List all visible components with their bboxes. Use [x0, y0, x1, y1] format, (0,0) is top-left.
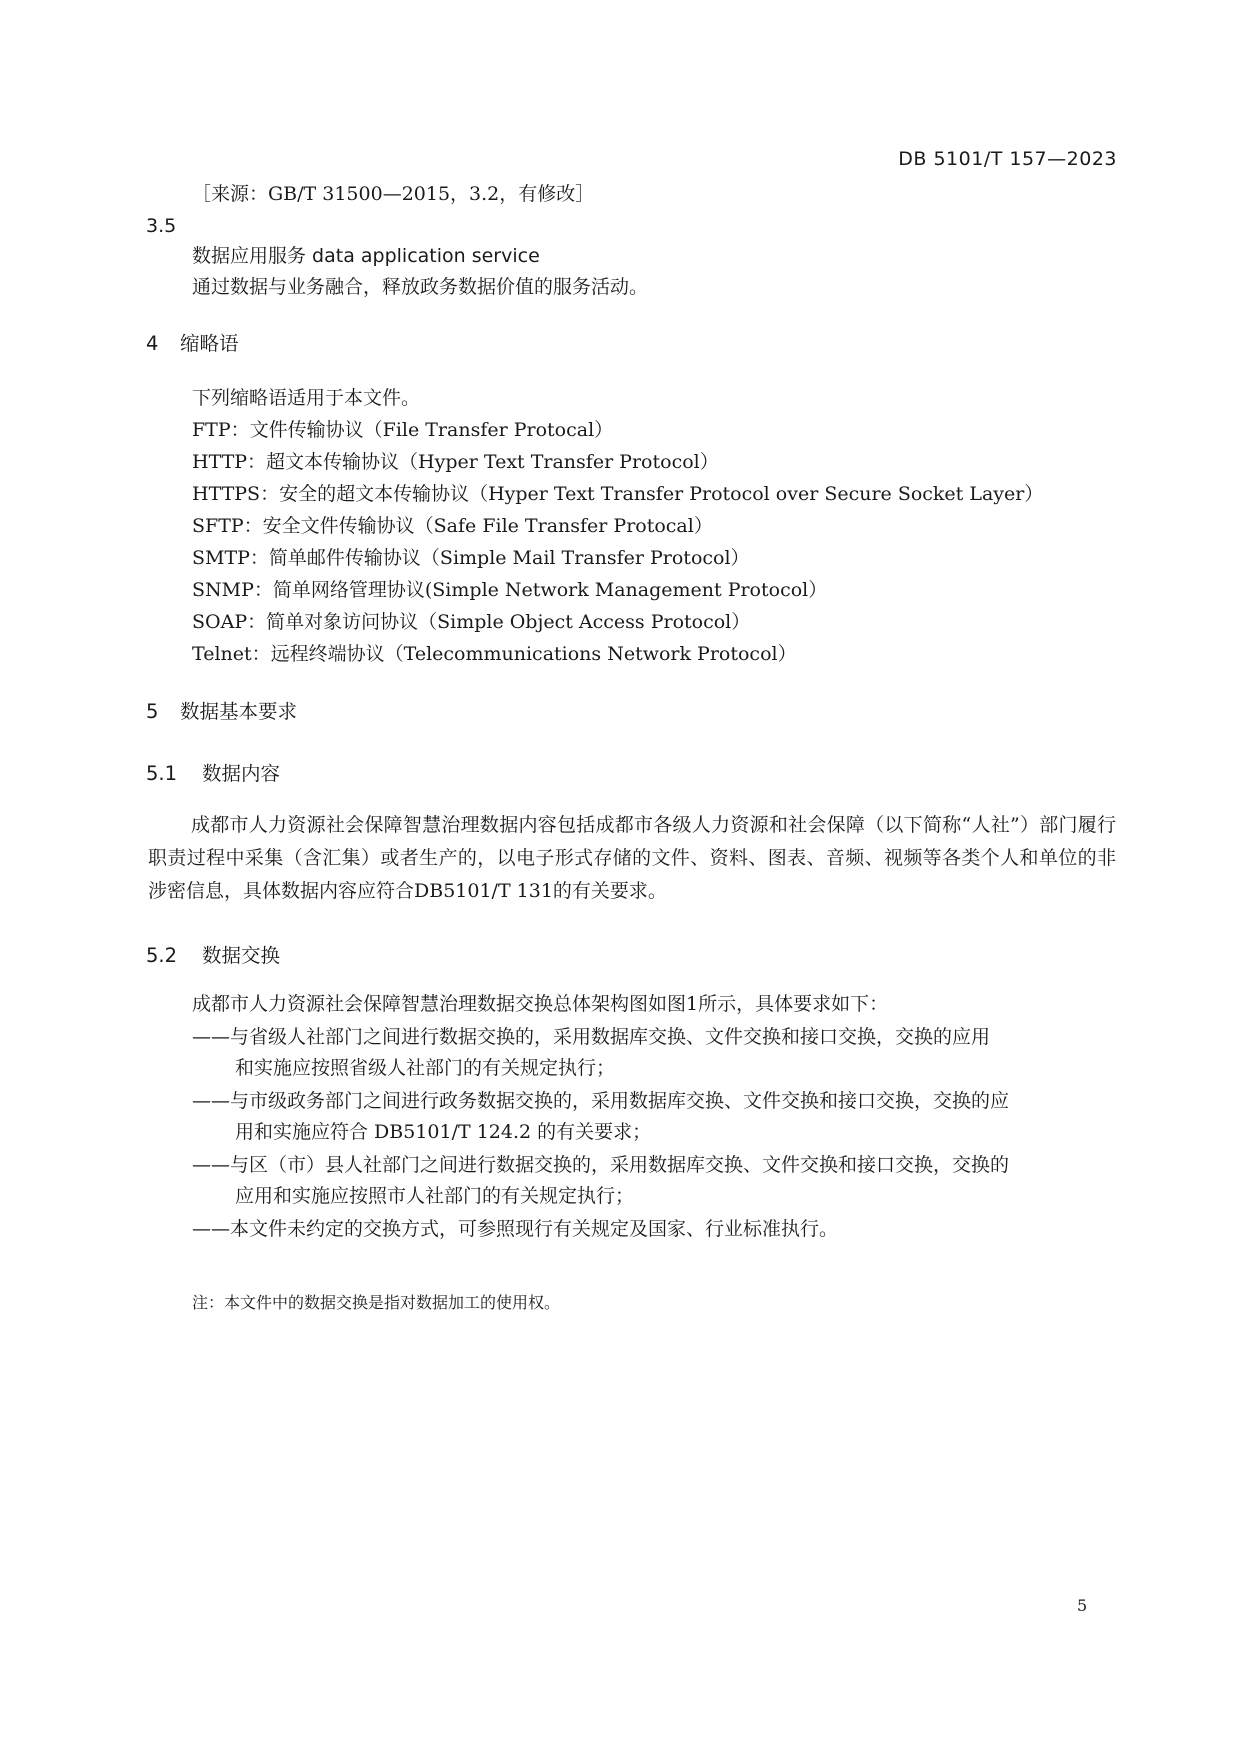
item-continuation: 和实施应按照省级人社部门的有关规定执行； — [235, 1057, 616, 1079]
document-code: DB 5101/T 157—2023 — [898, 148, 1117, 170]
item-continuation: 用和实施应符合 DB5101/T 124.2 的有关要求； — [235, 1121, 652, 1143]
exchange-requirement-item — [192, 1022, 1112, 1084]
section-5-number: 5 — [146, 700, 159, 723]
page-number: 5 — [1077, 1596, 1088, 1615]
item-continuation: 应用和实施应按照市人社部门的有关规定执行； — [235, 1185, 635, 1207]
term-number: 3.5 — [146, 215, 177, 237]
note: 注：本文件中的数据交换是指对数据加工的使用权。 — [192, 1293, 561, 1312]
item-text: ——与省级人社部门之间进行数据交换的，采用数据库交换、文件交换和接口交换，交换的应用 — [192, 1026, 991, 1048]
abbreviation-item: SNMP：简单网络管理协议(Simple Network Management Protocol） — [192, 579, 828, 601]
abbreviation-item: SFTP：安全文件传输协议（Safe File Transfer Protocal） — [192, 515, 713, 537]
item-text: ——本文件未约定的交换方式，可参照现行有关规定及国家、行业标准执行。 — [192, 1218, 839, 1240]
abbreviation-item: SMTP：简单邮件传输协议（Simple Mail Transfer Protocol） — [192, 547, 750, 569]
section-5-2-heading — [146, 944, 280, 968]
abbreviation-item: HTTP：超文本传输协议（Hyper Text Transfer Protocol） — [192, 451, 719, 473]
abbreviation-item: SOAP：简单对象访问协议（Simple Object Access Protocol） — [192, 611, 751, 633]
section-4-number: 4 — [146, 332, 159, 355]
term-definition: 通过数据与业务融合，释放政务数据价值的服务活动。 — [192, 276, 649, 298]
data-content-paragraph: 成都市人力资源社会保障智慧治理数据内容包括成都市各级人力资源和社会保障（以下简称“人社”）部门履行职责过程中采集（含汇集）或者生产的，以电子形式存储的文件、资料、图表、音频、视频等各类个人和单位的非涉密信息，具体数据内容应符合DB5101/T 131的有关要求。 — [148, 814, 1116, 902]
abbreviations-intro: 下列缩略语适用于本文件。 — [192, 387, 421, 409]
section-5-title: 数据基本要求 — [180, 700, 298, 723]
section-4-title: 缩略语 — [180, 332, 239, 355]
exchange-requirement-item — [192, 1086, 1112, 1148]
section-5-heading — [146, 700, 297, 724]
section-5-1-number: 5.1 — [146, 762, 178, 785]
exchange-requirement-item — [192, 1150, 1112, 1212]
section-5-1-heading — [146, 762, 280, 786]
item-text: ——与区（市）县人社部门之间进行数据交换的，采用数据库交换、文件交换和接口交换，交换的 — [192, 1154, 1010, 1176]
item-text: ——与市级政务部门之间进行政务数据交换的，采用数据库交换、文件交换和接口交换，交换的应 — [192, 1090, 1010, 1112]
abbreviation-item: FTP：文件传输协议（File Transfer Protocal） — [192, 419, 614, 441]
section-4-heading — [146, 332, 239, 356]
section-5-1-title: 数据内容 — [202, 762, 281, 785]
abbreviation-item: Telnet：远程终端协议（Telecommunications Network Protocol） — [192, 643, 797, 665]
abbreviation-item: HTTPS：安全的超文本传输协议（Hyper Text Transfer Protocol over Secure Socket Layer） — [192, 483, 1044, 505]
data-exchange-intro: 成都市人力资源社会保障智慧治理数据交换总体架构图如图1所示，具体要求如下： — [192, 993, 889, 1015]
term-title: 数据应用服务 data application service — [192, 245, 540, 267]
source-note: ［来源：GB/T 31500—2015，3.2，有修改］ — [192, 183, 595, 205]
exchange-requirement-item — [192, 1214, 1112, 1245]
section-5-2-number: 5.2 — [146, 944, 178, 967]
section-5-2-title: 数据交换 — [202, 944, 281, 967]
